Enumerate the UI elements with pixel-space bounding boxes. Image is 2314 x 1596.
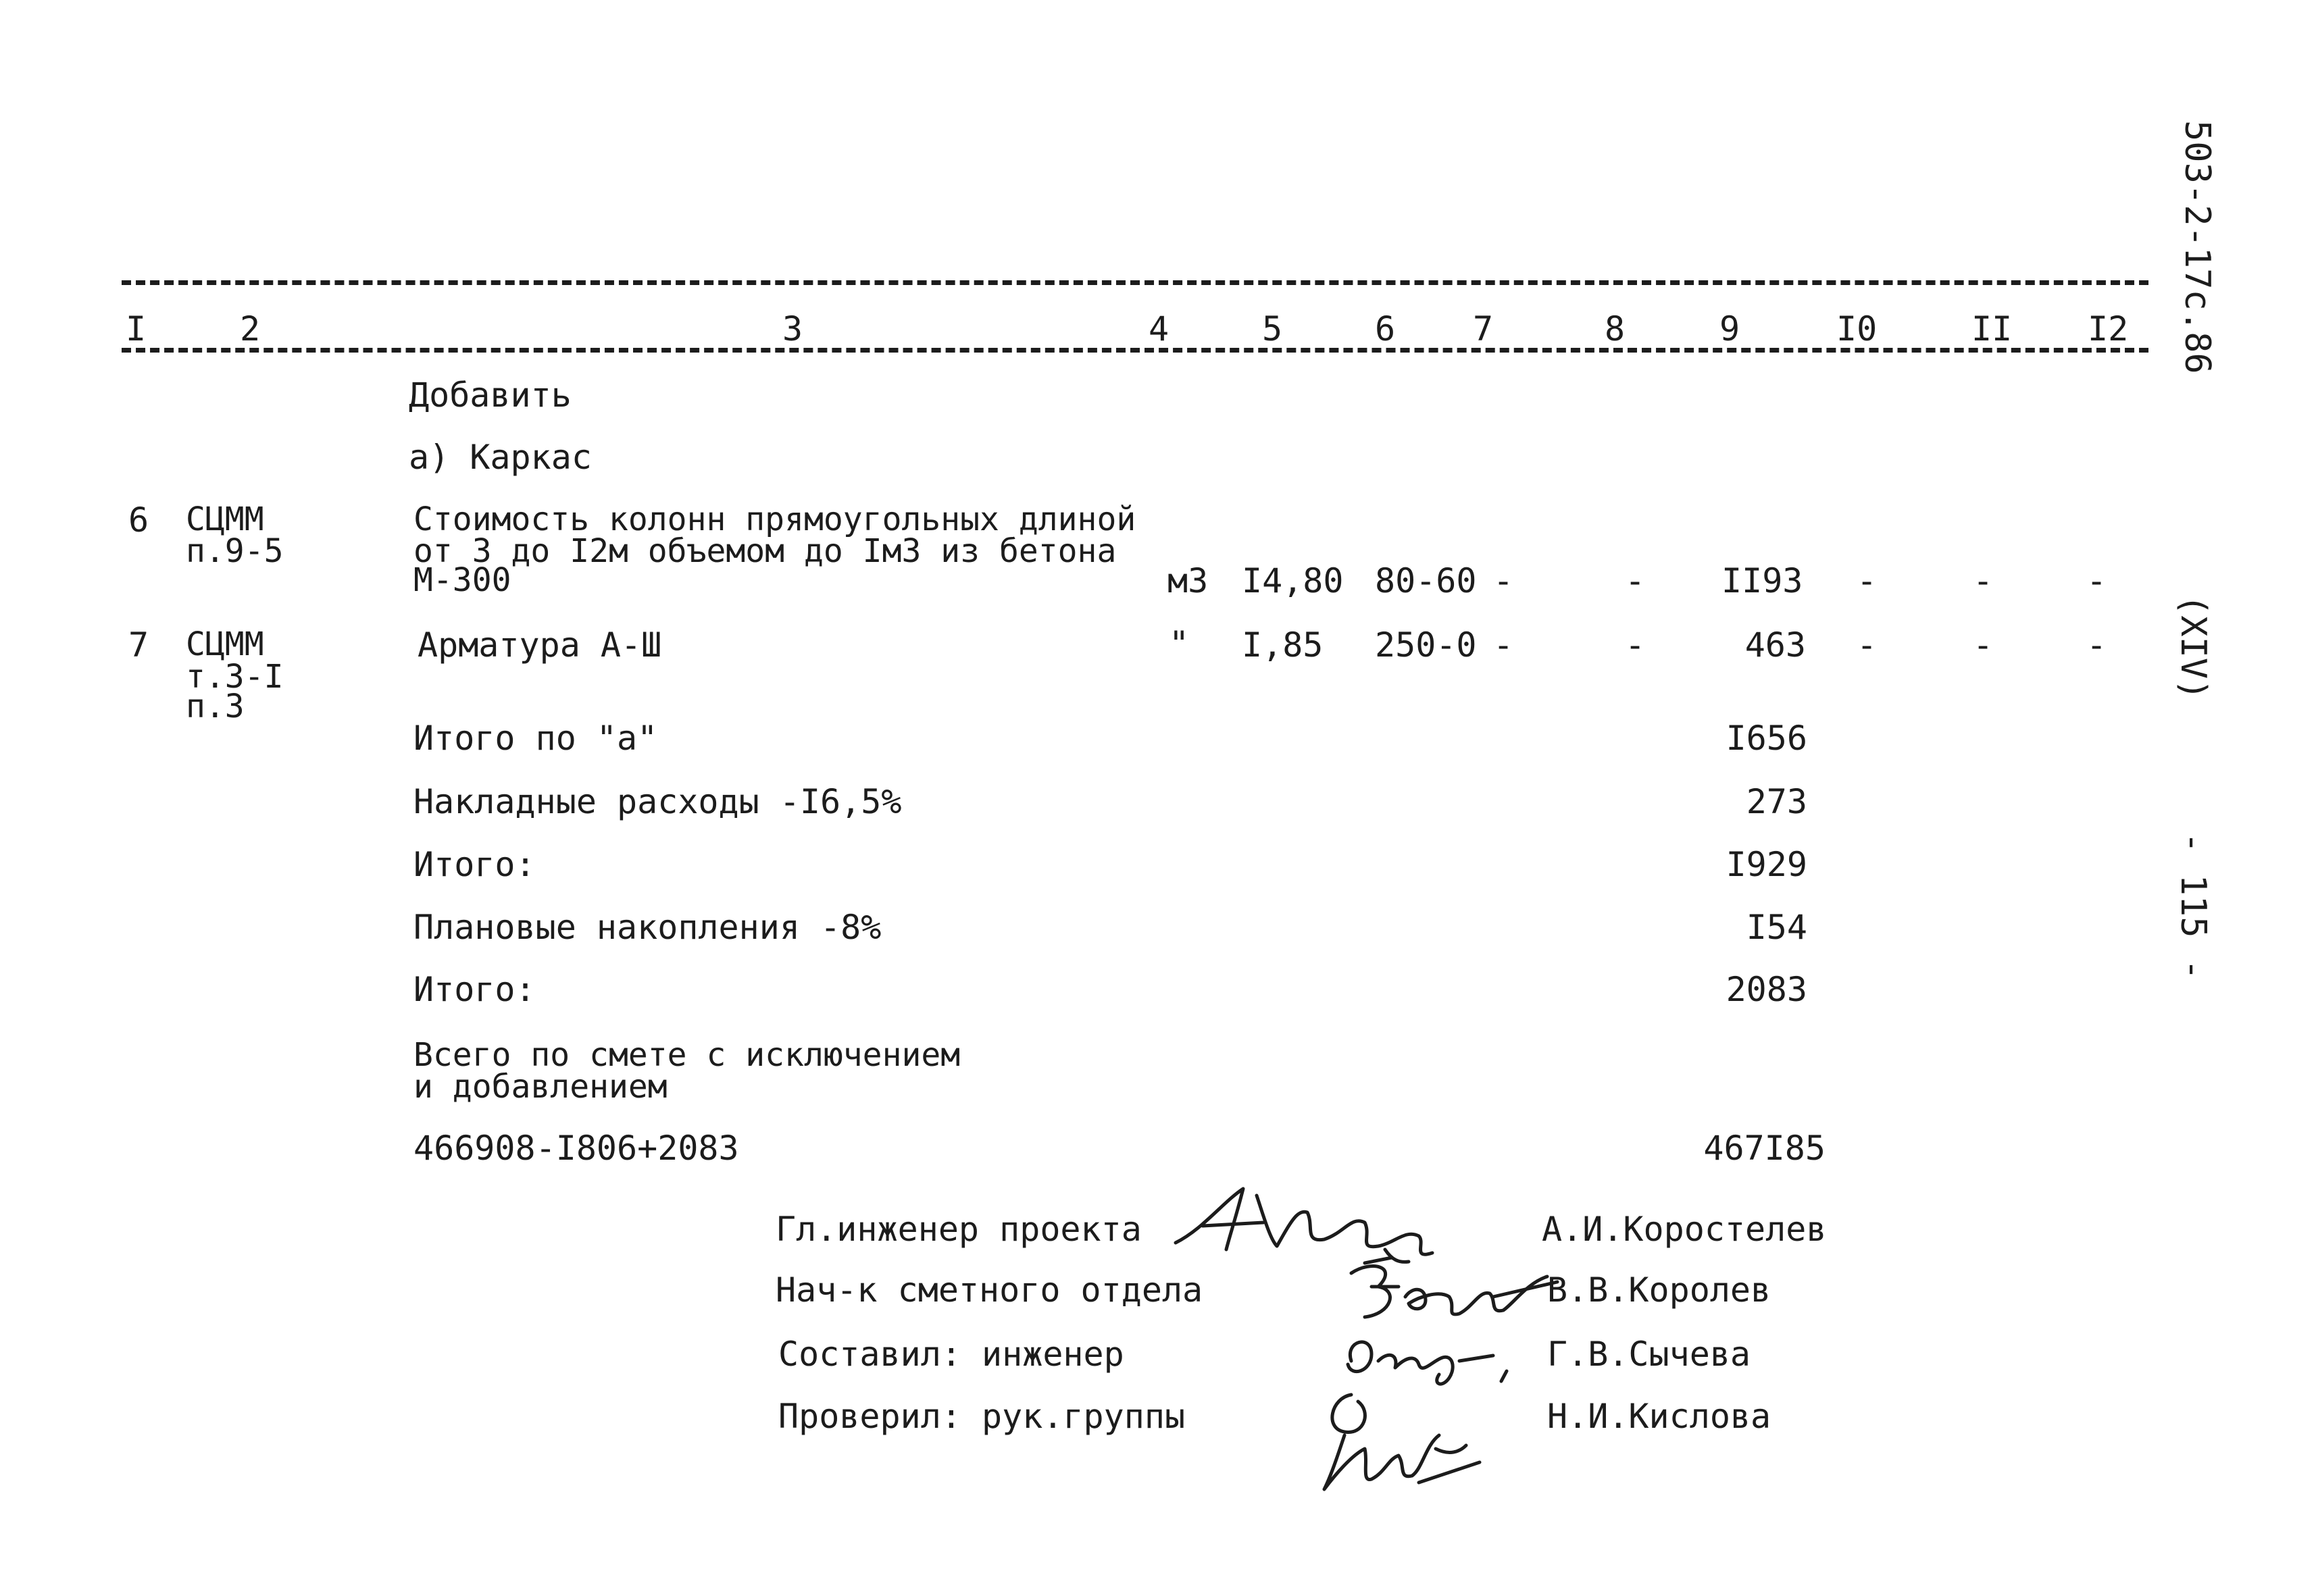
signature-name-checker: Н.И.Кислова: [1547, 1397, 1771, 1436]
row-6-col11: -: [1973, 561, 1994, 600]
row-6-col10: -: [1857, 561, 1878, 600]
summary-label-overhead: Накладные расходы -I6,5%: [413, 782, 902, 821]
row-7-col10: -: [1857, 625, 1878, 665]
row-7-col11: -: [1973, 625, 1994, 665]
grand-total-value: 467I85: [1703, 1129, 1826, 1168]
row-6-desc-line-1: Стоимость колонн прямоугольных длиной: [413, 500, 1136, 538]
row-6-number: 6: [128, 500, 149, 540]
row-6-code-line-2: п.9-5: [186, 532, 284, 570]
page-number: - 115 -: [2173, 832, 2213, 981]
summary-label-a-total: Итого по "а": [413, 719, 658, 758]
signature-role-compiler: Составил: инженер: [778, 1335, 1124, 1374]
col-header-4: 4: [1149, 309, 1169, 349]
section-title: Добавить: [409, 376, 572, 415]
header-top-rule: [122, 280, 2148, 285]
row-7-number: 7: [128, 625, 149, 665]
row-7-col7: -: [1493, 625, 1514, 665]
col-header-9: 9: [1719, 309, 1740, 349]
row-7-code-line-3: п.3: [186, 688, 245, 725]
summary-value-subtotal-1: I929: [1726, 845, 1807, 884]
signature-name-compiler: Г.В.Сычева: [1547, 1335, 1751, 1374]
col-header-1: I: [126, 309, 147, 349]
row-7-quantity: I,85: [1242, 625, 1324, 665]
summary-label-subtotal-1: Итого:: [413, 845, 536, 884]
row-7-col12: -: [2086, 625, 2107, 665]
row-6-code-line-1: СЦММ: [186, 500, 264, 538]
row-6-total: II93: [1721, 561, 1803, 600]
row-7-code-line-1: СЦММ: [186, 625, 264, 663]
row-6-desc-line-3: М-300: [413, 561, 511, 599]
row-6-unit-price: 80-60: [1375, 561, 1477, 600]
header-bottom-rule: [122, 348, 2148, 353]
row-6-quantity: I4,80: [1242, 561, 1344, 600]
signature-role-checker: Проверил: рук.группы: [778, 1397, 1186, 1436]
handwritten-signature-4: [1304, 1381, 1507, 1499]
col-header-10: I0: [1836, 309, 1878, 349]
col-header-5: 5: [1262, 309, 1283, 349]
row-7-total: 463: [1744, 625, 1806, 665]
summary-value-subtotal-2: 2083: [1726, 970, 1807, 1009]
signature-role-estimates-head: Нач-к сметного отдела: [776, 1270, 1203, 1310]
col-header-12: I2: [2088, 309, 2129, 349]
summary-label-subtotal-2: Итого:: [413, 970, 536, 1009]
col-header-7: 7: [1473, 309, 1494, 349]
col-header-8: 8: [1605, 309, 1626, 349]
col-header-11: II: [1971, 309, 2013, 349]
summary-label-planned-savings: Плановые накопления -8%: [413, 908, 882, 947]
signature-role-chief-engineer: Гл.инженер проекта: [776, 1210, 1142, 1249]
row-7-code-line-2: т.3-I: [186, 658, 284, 696]
row-6-col7: -: [1493, 561, 1514, 600]
subsection-title: а) Каркас: [409, 438, 592, 477]
doc-code: 503-2-17с.86: [2177, 120, 2217, 374]
row-7-unit-price: 250-0: [1375, 625, 1477, 665]
grand-total-formula: 466908-I806+2083: [413, 1129, 739, 1168]
summary-value-planned-savings: I54: [1746, 908, 1807, 947]
row-7-col8: -: [1625, 625, 1646, 665]
summary-value-a-total: I656: [1726, 719, 1807, 758]
row-7-desc: Арматура А-Ш: [418, 625, 662, 665]
section-number: (XIV): [2173, 594, 2213, 700]
row-6-unit: м3: [1167, 561, 1209, 600]
grand-total-label-line-1: Всего по смете с исключением: [413, 1036, 961, 1074]
col-header-3: 3: [782, 309, 803, 349]
col-header-6: 6: [1375, 309, 1396, 349]
row-6-desc-line-2: от 3 до I2м объемом до Iм3 из бетона: [413, 532, 1117, 570]
signature-name-chief-engineer: А.И.Коростелев: [1542, 1210, 1827, 1249]
col-header-2: 2: [240, 309, 261, 349]
row-6-col12: -: [2086, 561, 2107, 600]
row-7-unit: ": [1169, 624, 1190, 663]
signature-name-estimates-head: В.В.Королев: [1547, 1270, 1771, 1310]
row-6-col8: -: [1625, 561, 1646, 600]
grand-total-label-line-2: и добавлением: [413, 1068, 668, 1106]
summary-value-overhead: 273: [1746, 782, 1807, 821]
